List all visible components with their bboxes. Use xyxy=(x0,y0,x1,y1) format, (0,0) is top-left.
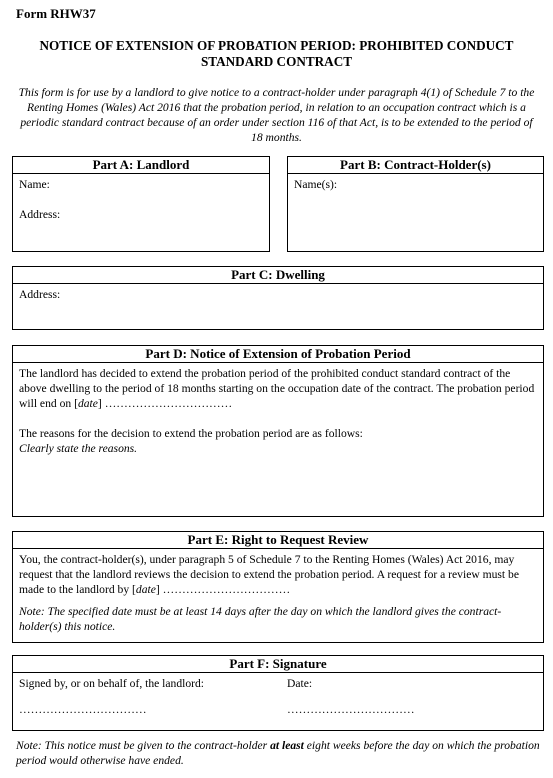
signature-date-line[interactable]: …………………………… xyxy=(287,703,415,716)
reasons-field[interactable]: Clearly state the reasons. xyxy=(19,442,138,455)
part-c-dwelling-box xyxy=(12,266,544,330)
reasons-intro: The reasons for the decision to extend the probation period are as follows: xyxy=(19,427,363,440)
dwelling-address-label: Address: xyxy=(19,288,61,301)
form-code: Form RHW37 xyxy=(16,6,96,21)
page-title: NOTICE OF EXTENSION OF PROBATION PERIOD: PROHIBITED CONDUCT STANDARD CONTRACT xyxy=(39,38,514,69)
part-d-heading: Part D: Notice of Extension of Probation Period xyxy=(13,346,543,363)
part-b-contract-holder-box xyxy=(287,156,544,252)
signature-line[interactable]: …………………………… xyxy=(19,703,147,716)
end-date-placeholder: date xyxy=(77,397,98,410)
part-f-signature-box xyxy=(12,655,544,731)
review-date-placeholder: date xyxy=(135,583,156,596)
footer-emphasis: at least xyxy=(270,739,304,752)
part-c-heading: Part C: Dwelling xyxy=(13,267,543,284)
part-f-heading: Part F: Signature xyxy=(13,656,543,673)
review-note: Note: The specified date must be at least 14 days after the day on which the landlord gives the contract-holder(s) this notice. xyxy=(19,605,502,633)
extension-paragraph: The landlord has decided to extend the probation period of the prohibited conduct standard contract of the above dwelling to the period of 18 months starting on the occupation date of the contract. The probation period will end on [date] …………………………… xyxy=(19,367,535,410)
part-a-heading: Part A: Landlord xyxy=(13,157,269,174)
signed-by-label: Signed by, or on behalf of, the landlord: xyxy=(19,677,205,690)
contract-holder-names-label: Name(s): xyxy=(294,178,338,191)
landlord-name-field[interactable] xyxy=(19,177,263,192)
review-paragraph: You, the contract-holder(s), under paragraph 5 of Schedule 7 to the Renting Homes (Wales) Act 2016, may request that the landlord reviews the decision to extend the probation period. A request for a review must be made to the landlord by [date] …………………………… xyxy=(19,553,519,596)
part-d-notice-box xyxy=(12,345,544,517)
part-a-landlord-box xyxy=(12,156,270,252)
end-date-dots[interactable]: …………………………… xyxy=(101,397,233,410)
review-date-dots[interactable]: …………………………… xyxy=(159,583,291,596)
date-label: Date: xyxy=(287,677,313,690)
dwelling-address-field[interactable] xyxy=(19,287,537,302)
intro-text: This form is for use by a landlord to give notice to a contract-holder under paragraph 4(1) of Schedule 7 to the Renting Homes (Wales) Act 2016 that the probation period, in relation to an occupation contract which is a periodic standard contract because of an order under section 116 of that Act, is to be extended to the period of 18 months. xyxy=(18,86,535,144)
landlord-address-field[interactable] xyxy=(19,207,263,222)
contract-holder-names-field[interactable] xyxy=(294,177,537,192)
part-b-heading: Part B: Contract-Holder(s) xyxy=(288,157,543,174)
part-e-review-box xyxy=(12,531,544,643)
footer-note: Note: This notice must be given to the contract-holder at least eight weeks before the day on which the probation period would otherwise have ended. xyxy=(16,739,540,767)
landlord-name-label: Name: xyxy=(19,178,50,191)
part-e-heading: Part E: Right to Request Review xyxy=(13,532,543,549)
landlord-address-label: Address: xyxy=(19,208,61,221)
